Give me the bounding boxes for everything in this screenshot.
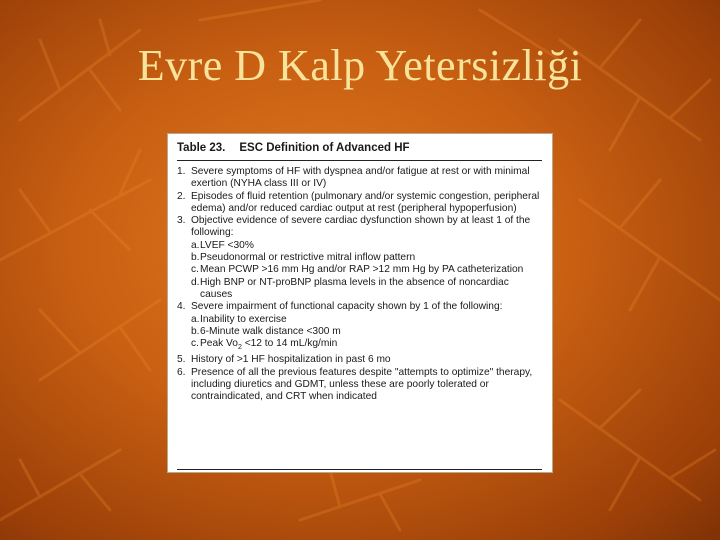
- sub-letter: d.: [191, 276, 200, 288]
- sub-letter: c.: [191, 338, 199, 350]
- sub-letter: b.: [191, 252, 200, 264]
- sub-letter: a.: [191, 313, 200, 325]
- criterion-text: Severe impairment of functional capacity shown by 1 of the following:: [191, 301, 503, 313]
- criterion-4a: [177, 314, 542, 326]
- criterion-number: 4.: [177, 301, 186, 313]
- criterion-text: Episodes of fluid retention (pulmonary and/or systemic congestion, peripheral edema) and/or reduced cardiac output at rest (peripheral hypoperfusion): [191, 190, 540, 214]
- sub-letter: a.: [191, 239, 200, 251]
- table-label: Table 23.: [177, 142, 226, 154]
- criterion-number: 5.: [177, 354, 186, 366]
- criterion-6: [177, 367, 542, 404]
- esc-table-panel: [167, 133, 553, 473]
- criterion-text: Severe symptoms of HF with dyspnea and/or fatigue at rest or with minimal exertion (NYHA class III or IV): [191, 166, 530, 190]
- sub-text-post: <12 to 14 mL/kg/min: [241, 338, 338, 350]
- sub-letter: c.: [191, 264, 199, 276]
- criteria-list: [177, 166, 542, 404]
- table-heading: [177, 142, 542, 161]
- criterion-number: 6.: [177, 366, 186, 378]
- criterion-number: 2.: [177, 190, 186, 202]
- criterion-4c: [177, 338, 542, 354]
- subscript-2: 2: [237, 344, 242, 352]
- criterion-text: Presence of all the previous features despite "attempts to optimize" therapy, including diuretics and GDMT, unless these are poorly tolerated or contraindicated, and CRT when indicated: [191, 366, 533, 403]
- criterion-3d: [177, 277, 542, 302]
- criterion-3b: [177, 252, 542, 264]
- criterion-number: 1.: [177, 166, 186, 177]
- criterion-1: [177, 166, 542, 191]
- criterion-4: [177, 301, 542, 313]
- sub-text: Inability to exercise: [200, 313, 287, 325]
- table-bottom-rule: [177, 469, 542, 471]
- criterion-number: 3.: [177, 215, 186, 227]
- criterion-4b: [177, 326, 542, 338]
- criterion-2: [177, 191, 542, 216]
- sub-letter: b.: [191, 325, 200, 337]
- criterion-3a: [177, 240, 542, 252]
- sub-text: 6-Minute walk distance <300 m: [200, 325, 341, 337]
- slide-title: Evre D Kalp Yetersizliği: [137, 41, 583, 90]
- criterion-5: [177, 354, 542, 366]
- sub-text: Pseudonormal or restrictive mitral inflow pattern: [200, 252, 416, 264]
- sub-text: LVEF <30%: [200, 239, 254, 251]
- criterion-3c: [177, 264, 542, 276]
- criterion-text: History of >1 HF hospitalization in past 6 mo: [191, 354, 391, 366]
- sub-text: Mean PCWP >16 mm Hg and/or RAP >12 mm Hg by PA catheterization: [200, 264, 524, 276]
- table-name: ESC Definition of Advanced HF: [239, 142, 410, 154]
- sub-text: High BNP or NT-proBNP plasma levels in the absence of noncardiac causes: [200, 276, 509, 300]
- criterion-3: [177, 215, 542, 240]
- criterion-text: Objective evidence of severe cardiac dysfunction shown by at least 1 of the following:: [191, 215, 531, 239]
- sub-text: Peak Vo: [200, 338, 238, 350]
